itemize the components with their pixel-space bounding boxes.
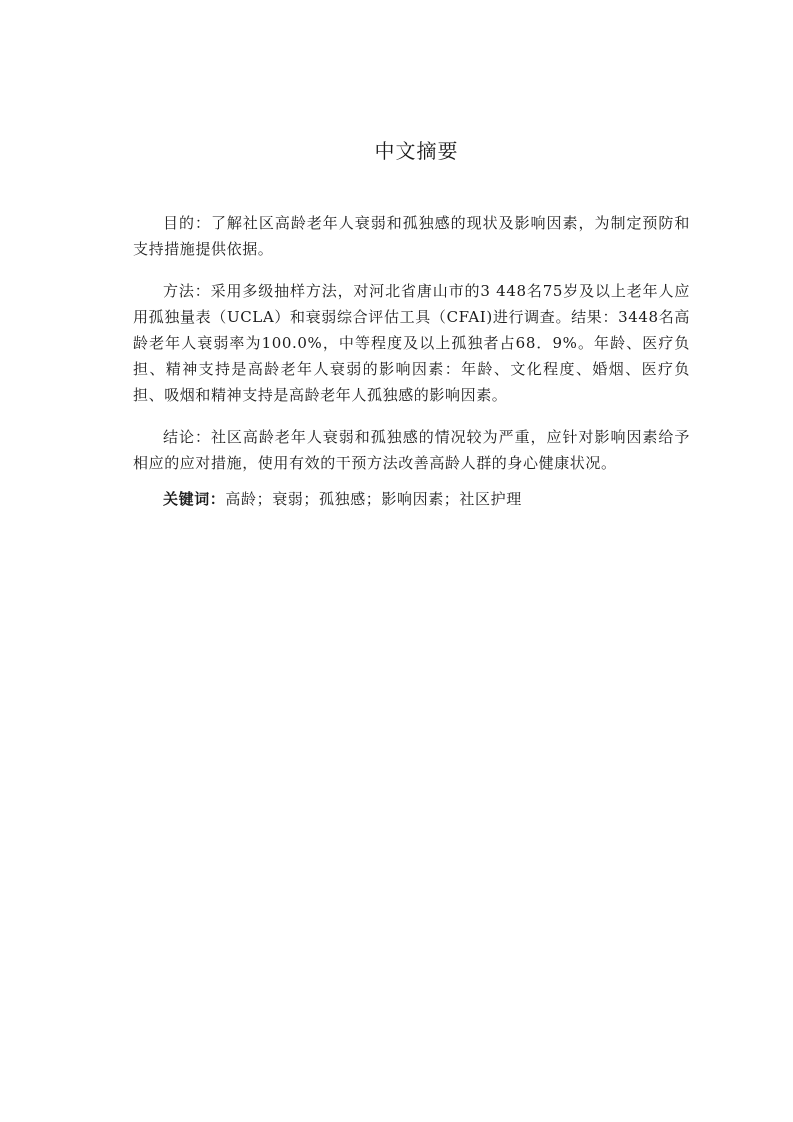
abstract-methods-results: 方法：采用多级抽样方法，对河北省唐山市的3 448名75岁及以上老年人应用孤独量表（UCLA）和衰弱综合评估工具（CFAI)进行调查。结果：3448名高龄老年人衰弱率为100.0%，中等程度及以上孤独者占68．9%。年龄、医疗负担、精神支持是高龄老年人衰弱的影响因素：年龄、文化程度、婚烟、医疗负担、吸烟和精神支持是高龄老年人孤独感的影响因素。	[133, 282, 690, 404]
abstract-objective: 目的：了解社区高龄老年人衰弱和孤独感的现状及影响因素，为制定预防和支持措施提供依据。	[133, 214, 690, 258]
abstract-body	[133, 210, 690, 512]
keywords-label: 关键词：	[163, 490, 226, 508]
keywords-text: 高龄；衰弱；孤独感；影响因素；社区护理	[225, 490, 522, 508]
page-title: 中文摘要	[374, 139, 459, 164]
abstract-conclusion: 结论：社区高龄老年人衰弱和孤独感的情况较为严重，应针对影响因素给予相应的应对措施，使用有效的干预方法改善高龄人群的身心健康状况。	[133, 428, 690, 472]
keywords-line	[133, 486, 690, 512]
